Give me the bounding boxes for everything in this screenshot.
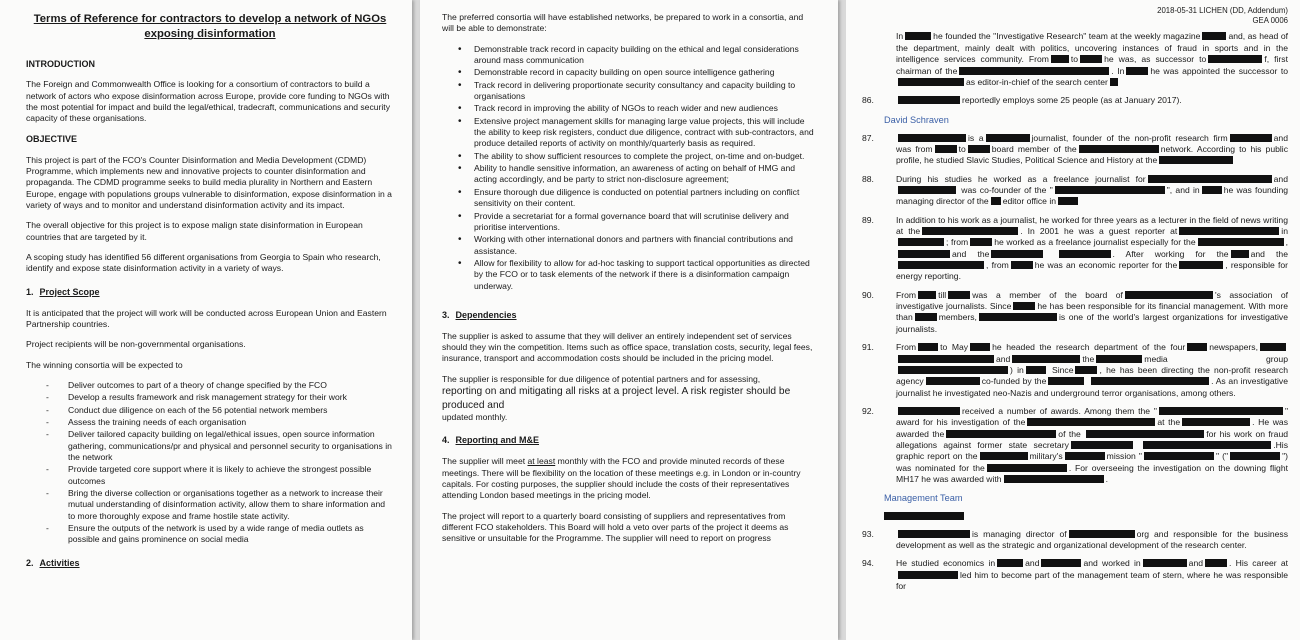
text-run: of the (1058, 428, 1081, 439)
document-title: Terms of Reference for contractors to develop a network of NGOs exposing disinformation (33, 13, 387, 41)
text-run: the (1082, 353, 1095, 364)
scope-paragraph: The winning consortia will be expected to (26, 359, 183, 370)
requirements-list (442, 44, 814, 292)
text-run: director of the (936, 196, 989, 207)
introduction-text: The Foreign and Commonwealth Office is looking for a consortium of contractors to build a network of actors who expose disinformation across Europe, provide core funding to NGOs with the most potential for impact and build the legal/ethical, tradecraft, communications and security capacity of these organisations. (26, 79, 390, 124)
redaction-bar (1125, 291, 1213, 299)
redaction-bar (959, 67, 1109, 75)
text-line: The supplier is responsible for due diligence of potential partners and for assessing, (442, 373, 761, 384)
dependencies-paragraph: The supplier is asked to assume that they will deliver an entirely independent set of services should they win the competition. Items such as office space, translation costs, security, legal fees, insurance, transport and accommodation costs should be included in the pricing model. (442, 330, 813, 364)
numbered-paragraph (856, 174, 1288, 208)
text-line: updated monthly. (442, 412, 508, 423)
text-run: he was founding managing (896, 185, 1288, 207)
text-run: military's (1029, 451, 1063, 462)
text-run: as editor-in-chief of the search center (966, 76, 1108, 87)
section-title: Project Scope (39, 286, 100, 297)
redaction-bar (1143, 559, 1187, 567)
redaction-bar (1208, 55, 1262, 63)
redaction-bar (898, 366, 1008, 374)
redaction-bar (1091, 377, 1209, 385)
paragraph-body (896, 290, 1288, 335)
underlined-text: at least (527, 456, 556, 467)
document-page-2 (420, 0, 838, 640)
list-item: - Deliver tailored capacity building on legal/ethical issues, open source information gathering, communications/pr and physical and personnel security to organisations in the network (26, 429, 394, 463)
text-run: org and responsible for the business development (896, 528, 1289, 551)
text-run: , responsible for energy reporting. (896, 260, 1288, 282)
redaction-bar (1071, 441, 1133, 449)
redaction-bar (898, 96, 960, 104)
text-run: ", and in (1166, 185, 1200, 196)
text-run: to (958, 144, 966, 155)
redaction-bar (1026, 366, 1046, 374)
text-run: The supplier will meet (442, 456, 528, 467)
text-run: " award for his (896, 405, 1288, 428)
redaction-bar (1179, 261, 1223, 269)
paragraph-body (896, 406, 1288, 485)
text-run: members, (938, 312, 977, 323)
text-run: for his work on fraud allegations against former state secretary (896, 428, 1288, 450)
text-run: was nominated for the (896, 462, 985, 473)
paragraph-number: 87. (862, 132, 874, 143)
text-run: ") (1282, 451, 1288, 462)
text-run: received a number of awards. Among them the " (962, 405, 1157, 416)
redaction-bar (898, 530, 970, 538)
list-item: • Demonstrable track record in capacity building on the ethical and legal considerations around mass communication (442, 44, 814, 67)
paragraph-number: 92. (862, 405, 874, 416)
text-run: . In 2001 he was a guest reporter at (1020, 226, 1178, 237)
text-run: and (996, 353, 1011, 364)
redaction-bar (1159, 407, 1283, 415)
objective-heading: OBJECTIVE (26, 133, 78, 144)
text-run: co-funded by the (981, 376, 1047, 387)
text-run: flight MH17 he was awarded with (896, 462, 1288, 484)
text-run: reporter for the (1118, 260, 1178, 271)
text-run: newspapers, (1209, 342, 1258, 353)
due-diligence-paragraph (442, 374, 814, 424)
scope-paragraph: Project recipients will be non-governmental organisations. (26, 339, 246, 350)
text-run: was a member of the board of (972, 289, 1123, 300)
text-run: From (896, 342, 917, 353)
text-run: and (1188, 558, 1204, 569)
redacted-subheading (882, 511, 1288, 522)
redaction-bar (915, 313, 937, 321)
redaction-bar (991, 250, 1043, 258)
section-heading-david-schraven: David Schraven (884, 114, 949, 125)
numbered-paragraph (856, 290, 1288, 335)
list-item: - Provide targeted core support where it is likely to achieve the strongest possible outcomes (26, 464, 394, 487)
text-run: From (896, 289, 917, 300)
reporting-heading (442, 435, 814, 447)
text-run: board member of the (991, 144, 1077, 155)
redaction-bar (970, 343, 990, 351)
list-item: - Assess the training needs of each organisation (26, 417, 394, 428)
text-run: to (1070, 54, 1079, 65)
numbered-paragraph (856, 342, 1288, 399)
text-run: journalists. (896, 323, 938, 334)
text-run: , from (986, 260, 1009, 271)
redaction-bar (1143, 441, 1271, 449)
text-run: is one of the world's largest organizations for investigative (1058, 312, 1288, 323)
text-run: than (896, 312, 913, 323)
text-run: During his studies he worked as a freelance journalist for (896, 173, 1146, 184)
paragraph-number: 90. (862, 289, 874, 300)
text-run: chairman of the (896, 65, 958, 76)
consortia-intro: The preferred consortia will have established networks, be prepared to work in a consortia, and will be able to demonstrate: (442, 12, 804, 34)
list-item: • Track record in delivering proportionate security consultancy and capacity building to organisations (442, 80, 814, 103)
redaction-bar (1096, 355, 1142, 363)
text-run: he (994, 237, 1004, 248)
redaction-bar (1205, 559, 1227, 567)
section-number: 1. (26, 286, 34, 297)
dependencies-heading (442, 310, 814, 322)
redaction-bar (1004, 475, 1104, 483)
numbered-paragraph (856, 529, 1288, 552)
paragraph-body (896, 558, 1288, 592)
text-run: he headed the research department of the four (992, 342, 1186, 353)
section-number: 2. (26, 557, 34, 568)
text-run: and (1273, 173, 1288, 184)
redaction-bar (898, 186, 956, 194)
redaction-bar (1126, 67, 1148, 75)
reporting-paragraph: The project will report to a quarterly board consisting of suppliers and representatives from different FCO stakeholders. This Board will hold a veto over parts of the project it deems as sensitive or unsuitable for the Programme. The supplier will need to report on progress (442, 510, 789, 544)
list-item: • Extensive project management skills for managing large value projects, this will include the ability to keep risk registers, conduct due diligence, contract with sub-contractors, and produce detailed reports of activity on monthly/quarterly basis as required. (442, 116, 814, 150)
text-run: successor to (1238, 65, 1288, 76)
text-run: . In (1111, 65, 1125, 76)
paragraph-body (896, 174, 1288, 208)
list-item: • Provide a secretariat for a formal governance board that will scrutinise delivery and prioritise interventions. (442, 211, 814, 234)
project-scope-heading (26, 287, 394, 299)
list-item: • Track record in improving the ability of NGOs to reach wider and new audiences (442, 103, 814, 114)
redaction-bar (1230, 134, 1272, 142)
text-run: at the (1157, 417, 1181, 428)
list-item: - Conduct due diligence on each of the 56 potential network members (26, 405, 394, 416)
list-item: • Allow for flexibility to allow for ad-hoc tasking to support tactical opportunities as directed by the FCO or to task elements of the network if there is a disinformation campaign underway. (442, 258, 814, 292)
redaction-bar (1058, 197, 1078, 205)
text-run: and worked in (1083, 558, 1141, 569)
scope-list (26, 380, 394, 546)
redaction-bar (1187, 343, 1207, 351)
scope-paragraph: It is anticipated that the project will work will be conducted across European Union and Eastern Partnership countries. (26, 307, 387, 329)
text-run: studied Slavic Studies, Political Science and History at the (936, 155, 1158, 166)
redaction-bar (1079, 145, 1159, 153)
text-run: His graphic report on the (896, 439, 1289, 462)
redaction-bar (1148, 175, 1272, 183)
text-run: f, first (1264, 54, 1288, 65)
paragraph-number: 88. (862, 173, 874, 184)
redaction-bar (884, 512, 964, 520)
page-header (856, 6, 1288, 25)
paragraph-body (896, 342, 1288, 399)
text-run: he has been responsible for its financial management. With more (1037, 301, 1288, 312)
text-run: In addition to his work as a journalist, he worked for three years as a lecturer in the field of news writing (896, 214, 1288, 225)
introduction-heading: INTRODUCTION (26, 58, 95, 69)
redaction-bar (968, 145, 990, 153)
document-page-1 (0, 0, 412, 640)
text-run: , (1285, 237, 1288, 248)
text-run: as well as the strategic and organizational development of the research center. (947, 540, 1247, 551)
numbered-paragraph (856, 558, 1288, 592)
text-run: media group (1144, 353, 1288, 364)
text-run: reportedly employs some 25 people (as at January 2017). (962, 95, 1182, 106)
paragraph-body (896, 31, 1288, 88)
list-item: • The ability to show sufficient resources to complete the project, on-time and on-budget. (442, 151, 814, 162)
redaction-bar (1065, 452, 1105, 460)
objective-paragraph: This project is part of the FCO's Counter Disinformation and Media Development (CDMD) Programme, which implements new and innovative projects to counter disinformation and propaganda. The CDMD programme seeks to build media plurality in Northern and Eastern Europe, engage with populations groups vulnerable to disinformation, expose disinformation in a variety of ways and to monitor and understand disinformation activity and its impact. (26, 154, 392, 210)
text-run: and was from (896, 132, 1288, 155)
numbered-paragraph (856, 406, 1288, 485)
text-run: he was appointed the (1150, 65, 1236, 76)
text-run: In (896, 31, 904, 42)
redaction-bar (898, 571, 958, 579)
redaction-bar (898, 238, 944, 246)
list-item: • Ensure thorough due diligence is conducted on potential partners including on conflict sensitivity on their content. (442, 187, 814, 210)
text-run: mission " (1106, 451, 1142, 462)
redaction-bar (1011, 261, 1033, 269)
header-line: GEA 0006 (1252, 15, 1288, 25)
activities-heading (26, 558, 394, 570)
text-run: investigation of the (951, 417, 1026, 428)
redaction-bar (1012, 355, 1080, 363)
numbered-paragraph (856, 133, 1288, 167)
objective-paragraph: A scoping study has identified 56 different organisations from Georgia to Spain who research, identify and expose state disinformation activity in a variety of ways. (26, 252, 381, 274)
paragraph-number: 93. (862, 528, 874, 539)
redaction-bar (1159, 156, 1233, 164)
redaction-bar (918, 291, 936, 299)
numbered-paragraph (856, 31, 1288, 88)
redaction-bar (991, 197, 1001, 205)
redaction-bar (997, 559, 1023, 567)
text-run: 's association of (1214, 289, 1289, 300)
redaction-bar (1202, 186, 1222, 194)
list-item: • Working with other international donors and partners with financial contributions and assistance. (442, 234, 814, 257)
redaction-bar (1230, 452, 1280, 460)
paragraph-number: 94. (862, 558, 874, 569)
redaction-bar (1059, 250, 1111, 258)
text-run: investigative journalists. Since (896, 301, 1012, 312)
paragraph-body (896, 529, 1288, 552)
section-title: Activities (39, 557, 80, 568)
redaction-bar (1041, 559, 1081, 567)
text-run: monthly with the FCO and provide minuted records of these meetings. There will be flexibility on the location of these meetings e.g. in London or in-country capitals. For costing purposes, the supplier should include the costs of their representatives attending London based meetings in the pricing model. (442, 456, 801, 501)
text-run: ) in (1010, 364, 1024, 375)
text-run: is a (968, 132, 984, 143)
text-run: intelligence services community. From (896, 54, 1049, 65)
text-run: organisations, among others. (1124, 387, 1236, 398)
section-title: Dependencies (455, 309, 517, 320)
redaction-bar (1182, 418, 1250, 426)
redaction-bar (1080, 55, 1102, 63)
objective-paragraph: The overall objective for this project is to expose malign state disinformation in European countries that are targeted by it. (26, 220, 363, 242)
section-number: 4. (442, 435, 450, 446)
text-run: he founded the "Investigative Research" team at the weekly magazine (933, 31, 1201, 42)
text-run: and the (1250, 248, 1288, 259)
redaction-bar (1202, 32, 1226, 40)
redaction-bar (987, 464, 1067, 472)
redaction-bar (935, 145, 957, 153)
text-run: . For overseeing the investigation on the downing (1068, 462, 1267, 473)
text-line: reporting on and mitigating all risks at a project level. A risk register should be produced and (442, 386, 791, 411)
text-run: worked as a freelance journalist especially for the (1006, 237, 1196, 248)
text-run: and, as head (1228, 31, 1279, 42)
redaction-bar (1051, 55, 1069, 63)
redaction-bar (948, 291, 970, 299)
text-run: at the (896, 226, 921, 237)
numbered-paragraph (856, 95, 1288, 106)
section-heading-management-team: Management Team (884, 493, 963, 504)
text-run: was co-founder of the " (961, 185, 1053, 196)
redaction-bar (898, 407, 960, 415)
text-run: . After working for the (1112, 248, 1229, 259)
redaction-bar (1048, 377, 1084, 385)
paragraph-body (896, 95, 1288, 106)
text-run: he was, as successor to (1104, 54, 1207, 65)
text-run: and the (952, 248, 990, 259)
text-run: , he has been directing the non-profit research agency (896, 364, 1288, 387)
list-item: • Demonstrable record in capacity building on open source intelligence gathering (442, 67, 814, 78)
redaction-bar (1198, 238, 1284, 246)
redaction-bar (898, 134, 966, 142)
redaction-bar (986, 134, 1030, 142)
redaction-bar (1086, 430, 1204, 438)
text-run: editor office in (1002, 196, 1057, 207)
redaction-bar (980, 452, 1028, 460)
redaction-bar (1055, 186, 1165, 194)
text-run: . (1273, 439, 1276, 450)
list-item: - Ensure the outputs of the network is used by a wide range of media outlets as possible and gains prominence on social media (26, 523, 394, 546)
paragraph-number (856, 31, 896, 88)
redaction-bar (898, 250, 950, 258)
redaction-bar (898, 355, 994, 363)
redaction-bar (1260, 343, 1286, 351)
text-run: to May (940, 342, 969, 353)
text-run: he was an economic (1034, 260, 1116, 271)
list-item: - Bring the diverse collection or organisations together as a network to increase their mutual understanding of disinformation activity, allow them to share information and to more thoroughly expose and frame hostile state activity. (26, 488, 394, 522)
redaction-bar (1069, 530, 1135, 538)
paragraph-number: 91. (862, 342, 874, 353)
text-run: journalist, founder of the non-profit research firm (1031, 132, 1228, 143)
text-run: ; from (946, 237, 969, 248)
redaction-bar (1013, 302, 1035, 310)
text-run: is managing director of (972, 528, 1067, 539)
redaction-bar (979, 313, 1057, 321)
text-run: Since (1051, 364, 1074, 375)
redaction-bar (1144, 452, 1214, 460)
header-line: 2018-05-31 LICHEN (DD, Addendum) (1157, 6, 1288, 15)
reporting-paragraph (442, 456, 814, 501)
redaction-bar (946, 430, 1056, 438)
redaction-bar (922, 227, 1018, 235)
text-run: He studied economics in (896, 558, 996, 569)
redaction-bar (905, 32, 931, 40)
text-run: led him to become part of the management team of stern, where he was responsible for (896, 569, 1288, 592)
text-run: and (1025, 558, 1040, 569)
redaction-bar (898, 78, 964, 86)
redaction-bar (1075, 366, 1097, 374)
redaction-bar (970, 238, 992, 246)
list-item: - Deliver outcomes to part of a theory of change specified by the FCO (26, 380, 394, 391)
text-run: . He was awarded the (896, 417, 1289, 439)
redaction-bar (1231, 250, 1249, 258)
paragraph-body (896, 133, 1288, 167)
text-run: " (" (1215, 451, 1229, 462)
section-number: 3. (442, 309, 450, 320)
redaction-bar (1179, 227, 1279, 235)
text-run: network. According to his public profile, he (896, 144, 1288, 166)
text-run: . (1105, 473, 1108, 484)
paragraph-number: 89. (862, 214, 874, 225)
document-page-3 (846, 0, 1300, 640)
text-run: . His career at (1229, 558, 1289, 569)
text-run: till (938, 289, 947, 300)
paragraph-body (896, 215, 1288, 283)
redaction-bar (898, 261, 984, 269)
redaction-bar (1027, 418, 1155, 426)
section-title: Reporting and M&E (455, 435, 540, 446)
text-run: in (1281, 226, 1288, 237)
text-run: of the department, mainly dealt with politics, uncovering instances of fraud in sports and in the (896, 31, 1288, 53)
redaction-bar (1110, 78, 1118, 86)
redaction-bar (918, 343, 938, 351)
redaction-bar (926, 377, 980, 385)
list-item: • Ability to handle sensitive information, an awareness of acting on behalf of HMG and acting accordingly, and be party to strict non-disclosure agreement; (442, 163, 814, 186)
numbered-paragraph (856, 215, 1288, 283)
paragraph-number: 86. (862, 95, 874, 106)
list-item: - Develop a results framework and risk management strategy for their work (26, 392, 394, 403)
text-run: . As an investigative journalist he investigated neo-Nazis and underground terror (896, 376, 1288, 398)
